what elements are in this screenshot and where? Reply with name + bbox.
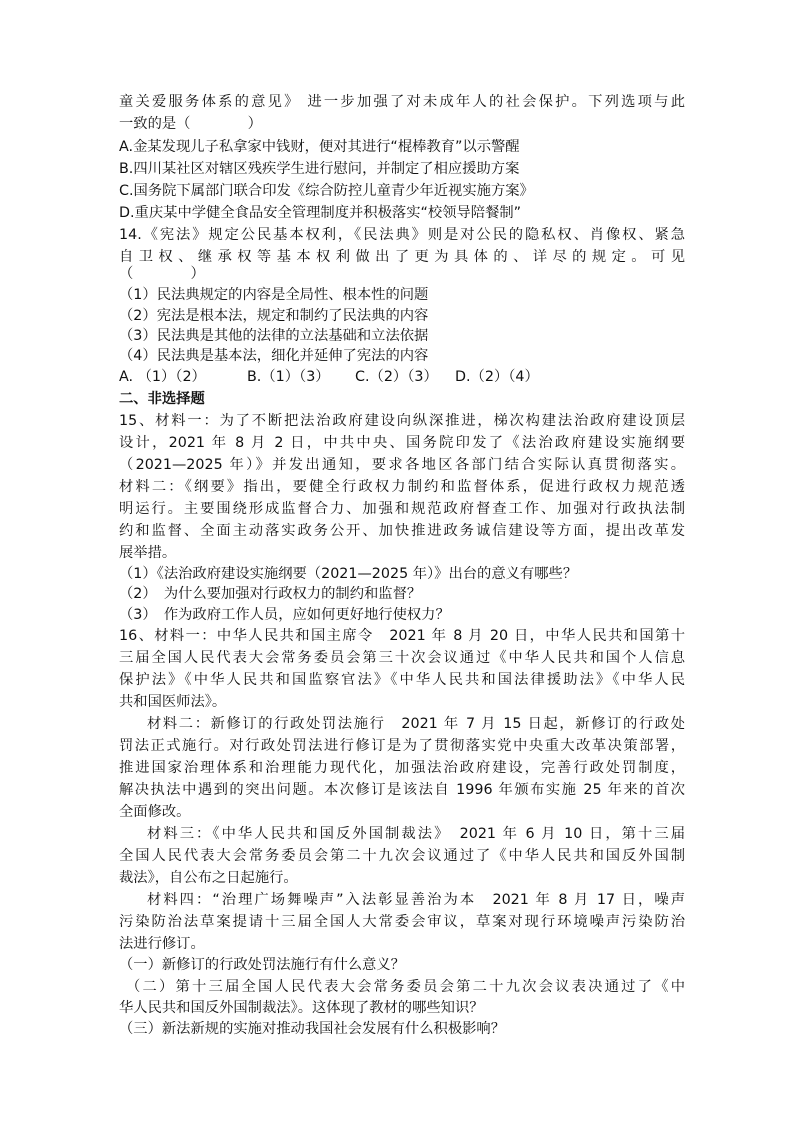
q16-material-line: 解决执法中遇到的突出问题。本次修订是该法自 1996 年颁布实施 25 年来的首次 [119,782,685,798]
q16-material-line: 材料三：《中华人民共和国反外国制裁法》 2021 年 6 月 10 日，第十三届 [147,826,685,842]
q16-question: （二）第十三届全国人民代表大会常务委员会第二十九次会议表决通过了《中 [126,979,685,995]
q15-material-line: 设计，2021 年 8 月 2 日，中共中央、国务院印发了《法治政府建设实施纲要 [119,435,685,451]
q15-question: （3） 作为政府工作人员，应如何更好地行使权力？ [119,607,450,623]
q15-material-line: （2021—2025 年）》并发出通知，要求各地区各部门结合实际认真贯彻落实。 [119,457,685,473]
q16-material-line: 材料四：“治理广场舞噪声”入法彰显善治为本 2021 年 8 月 17 日，噪声 [147,892,685,908]
q14-item: （2）宪法是根本法，规定和制约了民法典的内容 [119,308,429,324]
q16-question: 华人民共和国反外国制裁法》。这体现了教材的哪些知识？ [119,1000,484,1016]
q14-item: （4）民法典是基本法，细化并延伸了宪法的内容 [119,348,429,364]
q14-item: （1）民法典规定的内容是全局性、根本性的问题 [119,287,429,303]
q14-stem-line: 自卫权、继承权等基本权利做出了更为具体的、详尽的规定。可见 [119,249,685,265]
q13-option-c: C.国务院下属部门联合印发《综合防控儿童青少年近视实施方案》 [119,183,534,199]
q15-question: （2） 为什么要加强对行政权力的制约和监督？ [119,586,422,602]
q13-option-b: B.四川某社区对辖区残疾学生进行慰问，并制定了相应援助方案 [119,161,520,177]
q13-stem-line: 一致的是（ ） [119,116,262,132]
q13-option-a: A.金某发现儿子私拿家中钱财，便对其进行“棍棒教育”以示警醒 [119,139,520,155]
q14-choice-b: B.（1）（3） [247,369,330,385]
q16-material-line: 裁法》，自公布之日起施行。 [119,870,298,886]
q13-stem-line: 童关爱服务体系的意见》 进一步加强了对未成年人的社会保护。下列选项与此 [119,94,685,110]
q16-material-line: 16、材料一：中华人民共和国主席令 2021 年 8 月 20 日，中华人民共和国第十 [119,628,685,644]
q14-item: （3）民法典是其他的法律的立法基础和立法依据 [119,328,429,344]
q13-option-d: D.重庆某中学健全食品安全管理制度并积极落实“校领导陪餐制” [119,205,522,221]
q14-choice-d: D.（2）（4） [455,369,539,385]
q16-material-line: 罚法正式施行。对行政处罚法进行修订是为了贯彻落实党中央重大改革决策部署， [119,738,685,754]
q14-choices [119,367,685,387]
q15-material-line: 明运行。主要围绕形成监督合力、加强和规范政府督查工作、加强对行政执法制 [119,501,685,517]
q16-question: （一）新修订的行政处罚法施行有什么意义？ [119,957,405,973]
q16-material-line: 法进行修订。 [119,936,205,952]
q16-material-line: 污染防治法草案提请十三届全国人大常委会审议，草案对现行环境噪声污染防治 [119,914,685,930]
q16-material-line: 全面修改。 [119,804,191,820]
q15-material-line: 展举措。 [119,545,177,561]
q16-material-line: 保护法》《中华人民共和国监察官法》《中华人民共和国法律援助法》《中华人民 [119,672,685,688]
q14-choice-c: C.（2）（3） [355,369,438,385]
q16-material-line: 全国人民代表大会常务委员会第二十九次会议通过了《中华人民共和国反外国制 [119,848,685,864]
q16-material-line: 推进国家治理体系和治理能力现代化，加强法治政府建设，完善行政处罚制度， [119,760,685,776]
q15-material-line: 材料二：《纲要》指出，要健全行政权力制约和监督体系，促进行政权力规范透 [119,479,685,495]
q15-question: （1）《法治政府建设实施纲要（2021—2025 年）》出台的意义有哪些？ [119,566,578,582]
q14-choice-a: A. （1）（2） [119,369,206,385]
q16-material-line: 共和国医师法》。 [119,694,227,710]
q15-material-line: 15、材料一：为了不断把法治政府建设向纵深推进，梯次构建法治政府建设顶层 [119,413,685,429]
q16-material-line: 三届全国人民代表大会常务委员会第三十次会议通过《中华人民共和国个人信息 [119,650,685,666]
q16-question: （三）新法新规的实施对推动我国社会发展有什么积极影响？ [119,1021,506,1037]
q14-stem-line: 14.《宪法》规定公民基本权利，《民法典》则是对公民的隐私权、肖像权、紧急 [119,227,685,243]
q16-material-line: 材料二：新修订的行政处罚法施行 2021 年 7 月 15 日起，新修订的行政处 [147,716,685,732]
q15-material-line: 约和监督、全面主动落实政务公开、加快推进政务诚信建设等方面，提出改革发 [119,523,685,539]
q14-answer-blank: （ ） [119,266,205,282]
section-heading: 二、非选择题 [119,391,205,407]
